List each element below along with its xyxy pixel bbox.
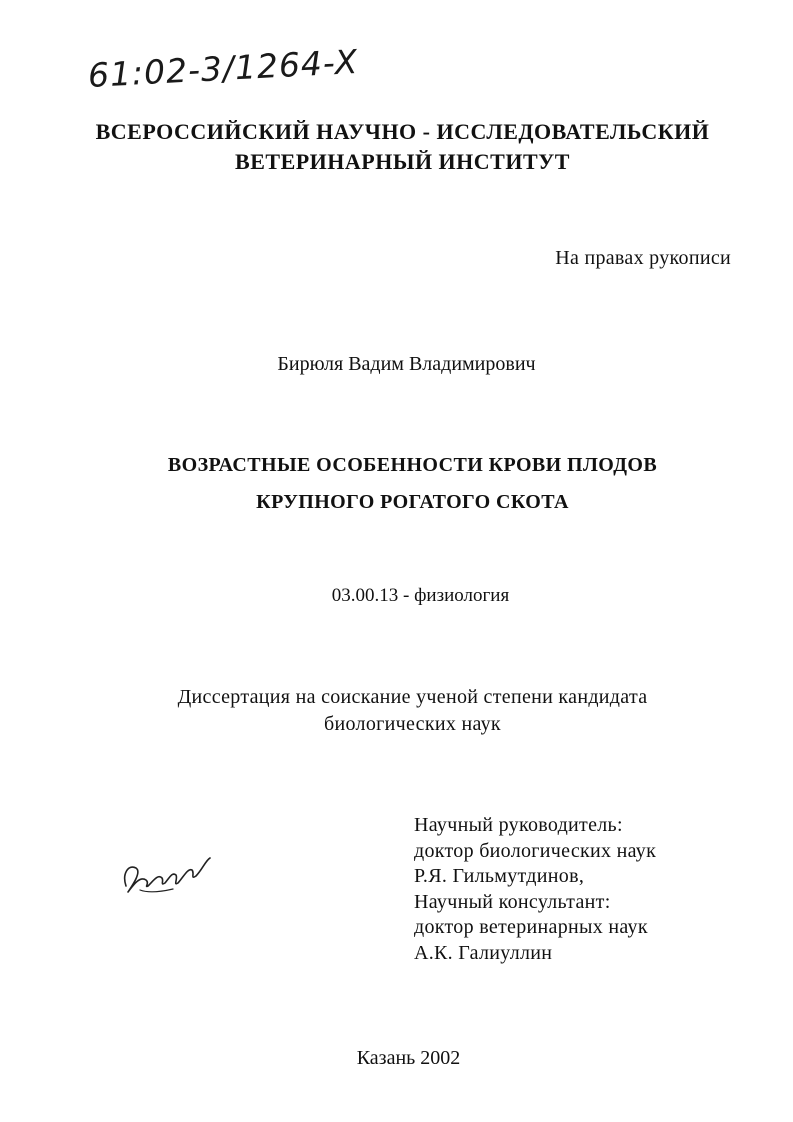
supervisor-label: Научный руководитель: [414,814,623,836]
consultant-label: Научный консультант: [414,890,611,913]
supervisor-degree: доктор биологических наук [414,839,657,862]
author-signature [118,846,218,906]
supervisors-block [414,813,656,966]
supervisor-name: Р.Я. Гильмутдинов, [414,865,585,887]
archive-code-handwritten: 61:02-3/1264-X [86,41,360,95]
institution-line-1: ВСЕРОССИЙСКИЙ НАУЧНО - ИССЛЕДОВАТЕЛЬСКИЙ [95,119,710,144]
city-and-year: Казань 2002 [356,1047,461,1069]
consultant-name: А.К. Галиуллин [414,941,553,964]
degree-statement-line-2: биологических наук [324,713,501,735]
degree-statement-line-1: Диссертация на соискание ученой степени кандидата [177,686,648,708]
author-name: Бирюля Вадим Владимирович [277,353,536,375]
dissertation-title-line-2: КРУПНОГО РОГАТОГО СКОТА [256,491,569,513]
specialty-code: 03.00.13 - физиология [331,585,510,606]
consultant-degree: доктор ветеринарных наук [414,916,648,938]
dissertation-title-line-1: ВОЗРАСТНЫЕ ОСОБЕННОСТИ КРОВИ ПЛОДОВ [167,454,658,476]
manuscript-rights-note: На правах рукописи [555,247,731,269]
institution-line-2: ВЕТЕРИНАРНЫЙ ИНСТИТУТ [235,149,570,174]
